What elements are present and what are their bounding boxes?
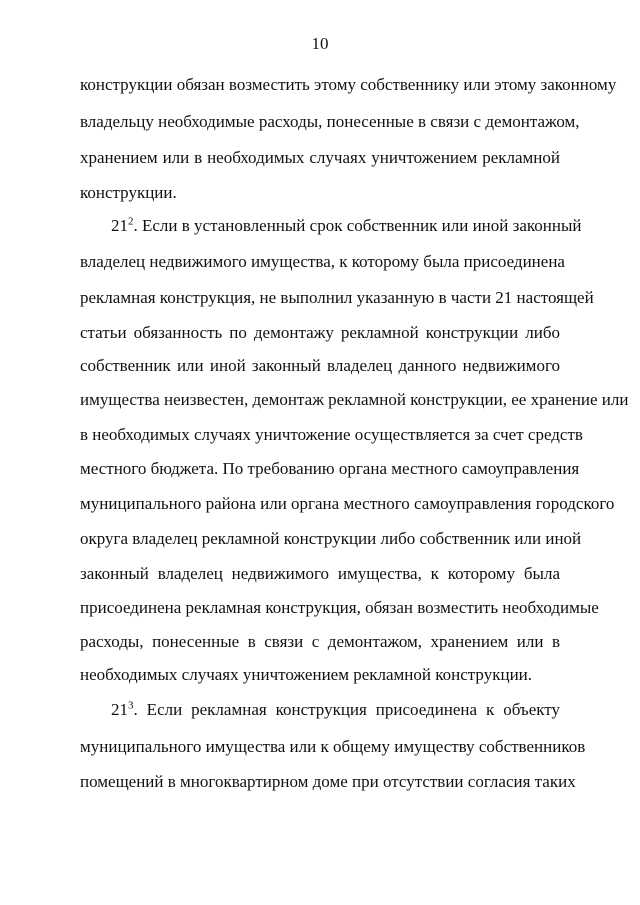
text-line: муниципального района или органа местного самоуправления городского [80,494,615,513]
text-line: владельцу необходимые расходы, понесенные в связи с демонтажом, [80,112,580,131]
page-number: 10 [311,34,329,53]
text-line: имущества неизвестен, демонтаж рекламной конструкции, ее хранение или [80,390,629,409]
text-line: местного бюджета. По требованию органа местного самоуправления [80,459,580,478]
text-line: муниципального имущества или к общему имуществу собственников [80,737,586,756]
text-line: статьи обязанность по демонтажу рекламной конструкции либо [80,323,560,342]
text-line: округа владелец рекламной конструкции либо собственник или иной [80,529,582,548]
text-line: законный владелец недвижимого имущества, к которому была [80,564,560,583]
text-line: . Если рекламная конструкция присоединена к объекту [133,700,560,719]
paragraph-superscript: 3 [128,699,134,712]
text-line: рекламная конструкция, не выполнил указанную в части 21 настоящей [80,288,594,307]
text-line: конструкции обязан возместить этому собственнику или этому законному [80,75,617,94]
text-line: присоединена рекламная конструкция, обязан возместить необходимые [80,598,599,617]
text-line: . Если в установленный срок собственник или иной законный [133,216,582,235]
text-line: помещений в многоквартирном доме при отсутствии согласия таких [80,772,576,791]
paragraph-first-line [111,215,582,236]
paragraph-number: 21 [111,216,128,235]
paragraph-first-line [111,700,560,720]
paragraph-number: 21 [111,700,128,719]
text-line: собственник или иной законный владелец данного недвижимого [80,356,560,375]
text-line: владелец недвижимого имущества, к которому была присоединена [80,252,565,271]
paragraph-superscript: 2 [128,215,134,228]
text-line: конструкции. [80,183,177,202]
text-line: хранением или в необходимых случаях уничтожением рекламной [80,148,560,167]
text-line: необходимых случаях уничтожением рекламной конструкции. [80,665,533,684]
text-line: расходы, понесенные в связи с демонтажом, хранением или в [80,632,560,651]
text-line: в необходимых случаях уничтожение осуществляется за счет средств [80,425,583,444]
